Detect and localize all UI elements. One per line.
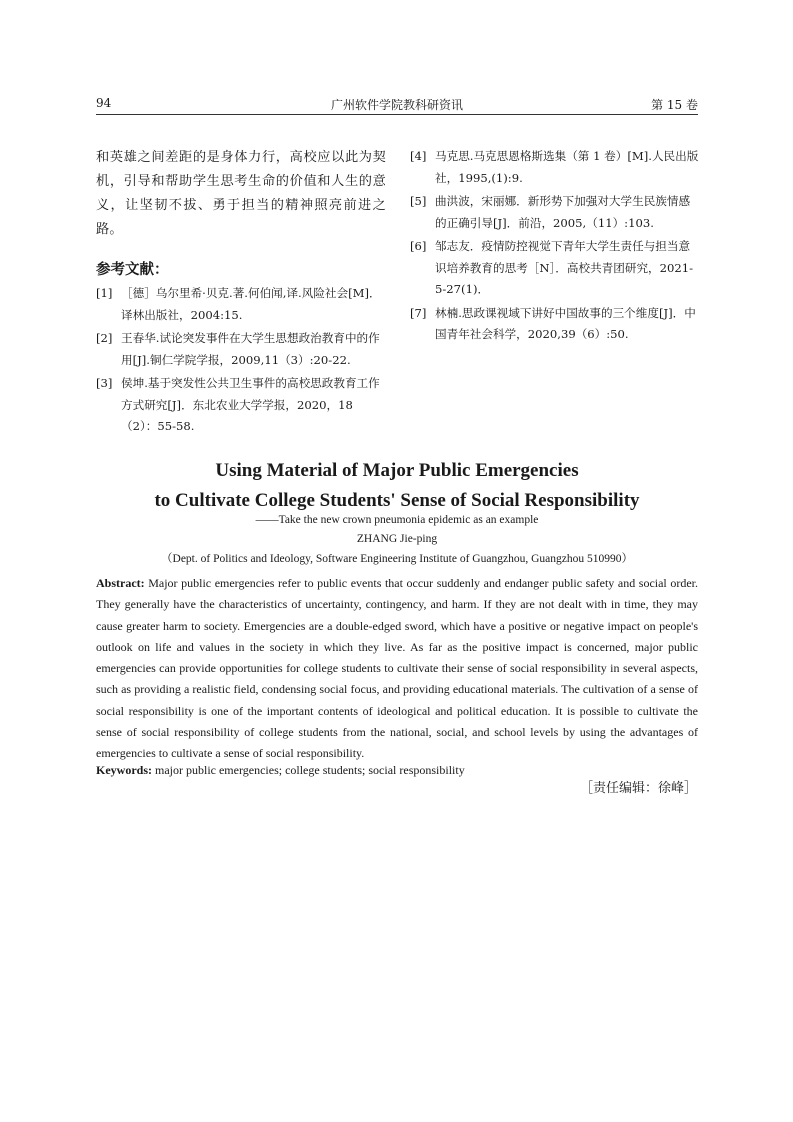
reference-item: [3] 侯坤.基于突发性公共卫生事件的高校思政教育工作方式研究[J]．东北农业大学学报，2020，18（2）：55-58. [96, 376, 380, 433]
journal-title: 广州软件学院教科研资讯 [330, 98, 463, 112]
abstract-text: Major public emergencies refer to public events that occur suddenly and endanger public safety and social order. They generally have the characteristics of uncertainty, contingency, and harm. If they are not dealt with in time, they may cause greater harm to society. Emergencies are a double-edged sword, which have a positive or negative impact on people's outlook on life and values in the society in which they live. As far as the positive impact is concerned, major public emergencies can provide opportunities for college students to cultivate their sense of social responsibility in several aspects, such as providing a realistic field, condensing social focus, and providing educational materials. The cultivation of a sense of social responsibility is one of the important contents of ideological and political education. It is possible to cultivate the sense of social responsibility of college students from the national, social, and school levels by using the advantages of emergencies to cultivate a sense of social responsibility. [96, 576, 698, 761]
reference-list-right [410, 146, 700, 346]
body-paragraph: 和英雄之间差距的是身体力行，高校应以此为契机，引导和帮助学生思考生命的价值和人生的意义，让坚韧不拔、勇于担当的精神照亮前进之路。 [96, 150, 386, 237]
title-line-1: Using Material of Major Public Emergencies [215, 460, 579, 481]
reference-item: [4] 马克思.马克思恩格斯选集（第 1 卷）[M].人民出版社，1995,(1):9. [410, 149, 699, 185]
reference-list-left [96, 283, 386, 438]
keywords-label: Keywords: [96, 763, 152, 777]
author-affiliation: （Dept. of Politics and Ideology, Software Engineering Institute of Guangzhou, Guangzhou 510990） [161, 553, 633, 565]
running-header [96, 92, 698, 115]
english-subtitle: ——Take the new crown pneumonia epidemic as an example [255, 514, 539, 526]
abstract-label: Abstract: [96, 576, 145, 590]
right-column [410, 146, 700, 348]
english-title [96, 456, 698, 516]
author-name: ZHANG Jie-ping [356, 533, 438, 545]
page-number: 94 [96, 96, 112, 110]
keywords [96, 760, 698, 780]
reference-item: [5] 曲洪波，宋丽娜．新形势下加强对大学生民族情感的正确引导[J]．前沿，2005,（11）:103. [410, 194, 691, 230]
volume-label: 第 15 卷 [651, 98, 698, 112]
reference-item: [7] 林楠.思政课视域下讲好中国故事的三个维度[J]．中国青年社会科学，2020,39（6）:50. [410, 305, 696, 341]
reference-item: [1] ［德］乌尔里希·贝克.著.何伯闻,译.风险社会[M]．译林出版社，2004:15. [96, 286, 381, 322]
left-column [96, 146, 386, 440]
responsible-editor: ［责任编辑：徐峰］ [579, 781, 697, 796]
reference-item: [2] 王春华.试论突发事件在大学生思想政治教育中的作用[J].铜仁学院学报，2009,11（3）:20-22. [96, 331, 380, 367]
body-text [96, 146, 386, 242]
references-heading: 参考文献： [96, 262, 169, 278]
abstract [96, 573, 698, 765]
title-line-2: to Cultivate College Students' Sense of Social Responsibility [154, 490, 640, 511]
reference-item: [6] 邹志友．疫情防控视觉下青年大学生责任与担当意识培养教育的思考［N］．高校共青团研究，2021-5-27(1)． [410, 239, 694, 296]
keywords-text: major public emergencies; college students; social responsibility [152, 763, 465, 777]
